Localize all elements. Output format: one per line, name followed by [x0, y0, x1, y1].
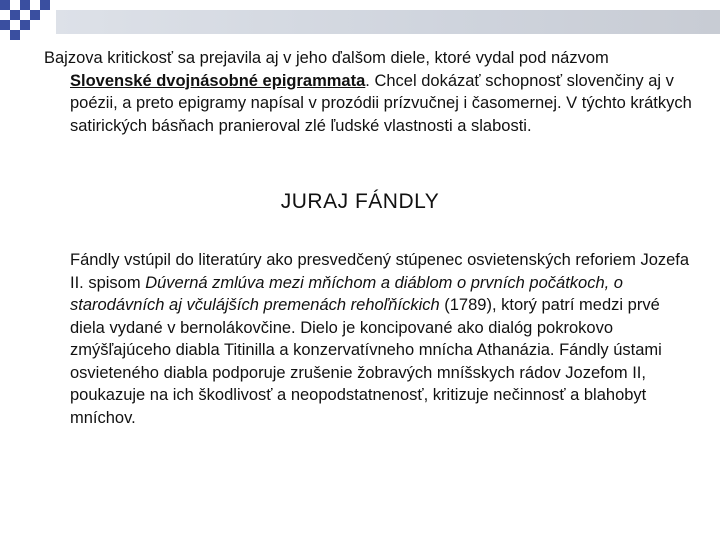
- paragraph-fandly-text-a: Fándly vstúpil do literatúry ako presvedčený stúpenec osvietenských reforiem Jozefa II. spisom: [70, 251, 690, 292]
- paragraph-bajza: [44, 47, 692, 137]
- header-gradient-bar: [56, 10, 720, 34]
- corner-checker-decoration: [0, 0, 60, 40]
- work-title-duverna-zmluva: Dúverná zmlúva mezi mňíchom a diáblom o prvních počátkoch, o starodávních aj včulájších premenách rehoľňíckich: [70, 273, 623, 314]
- paragraph-fandly: [70, 249, 692, 429]
- paragraph-fandly-text-b: (1789), ktorý patrí medzi prvé diela vydané v bernolákovčine. Dielo je koncipované ako dialóg pokrokovo zmýšľajúceho diabla Titinilla a konzervatívneho mnícha Athanázia. Fándly ústami osvieteného diabla podporuje zrušenie žobravých mníšskych rádov Jozefom II, poukazuje na ich škodlivosť a neopodstatnenosť, kritizuje nečinnosť a blahobyt mníchov.: [70, 296, 662, 427]
- section-heading: JURAJ FÁNDLY: [280, 190, 440, 213]
- paragraph-bajza-text-b: . Chcel dokázať schopnosť slovenčiny aj v poézii, a preto epigramy napísal v prozódii prízvučnej i časomernej. V týchto krátkych satirických básňach pranieroval zlé ľudské vlastnosti a slabosti.: [70, 71, 692, 135]
- work-title-epigrammata: Slovenské dvojnásobné epigrammata: [70, 71, 366, 90]
- paragraph-bajza-text-a: Bajzova kritickosť sa prejavila aj v jeho ďalšom diele, ktoré vydal pod názvom: [44, 49, 609, 67]
